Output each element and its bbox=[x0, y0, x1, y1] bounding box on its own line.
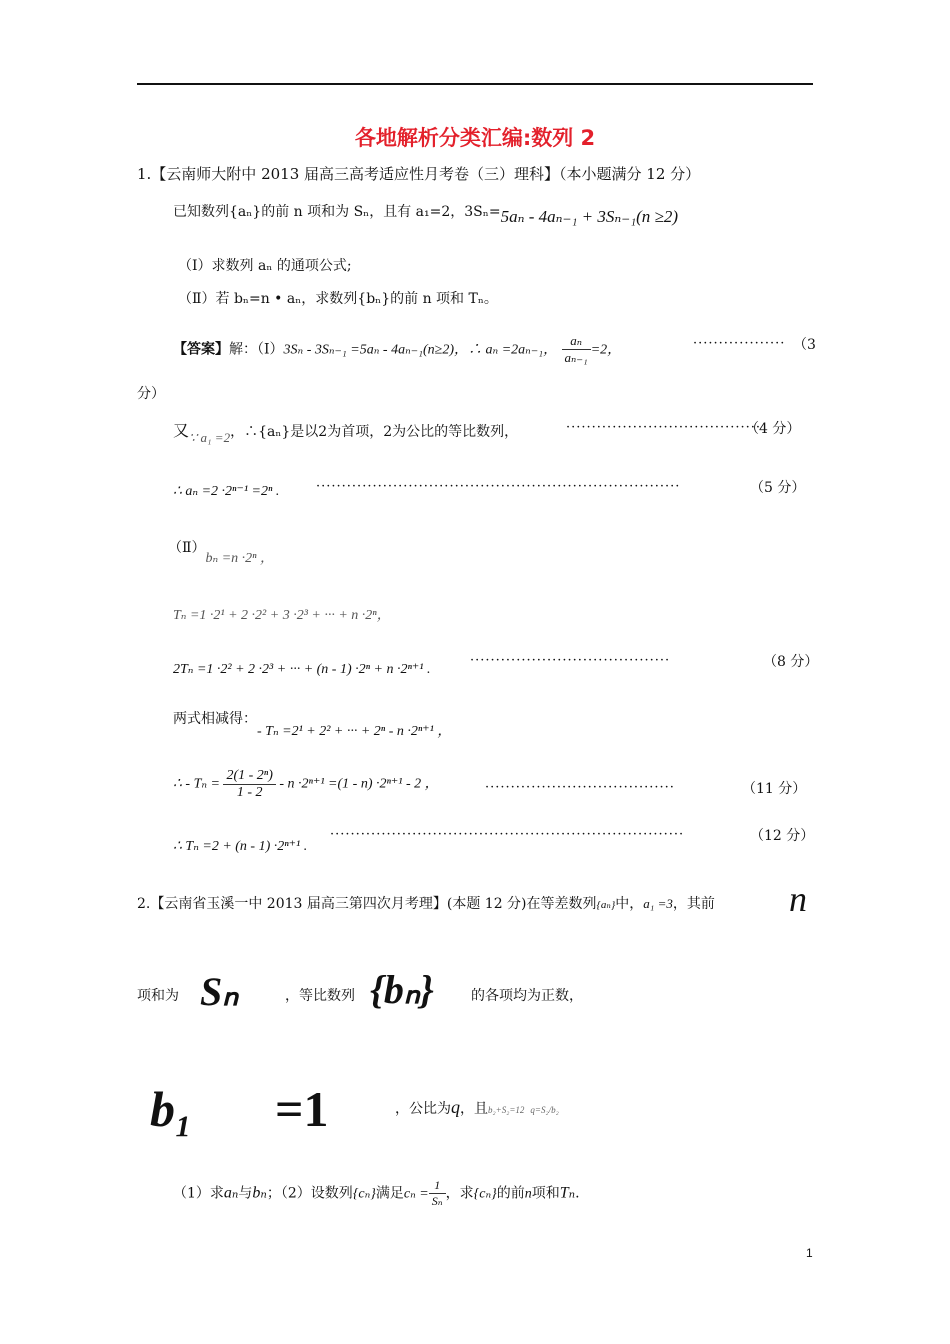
l11-suffix: - n ·2ⁿ⁺¹ =(1 - n) ·2ⁿ⁺¹ - 2 ， bbox=[279, 776, 439, 792]
score-5-dots: ······································································· bbox=[316, 479, 681, 494]
page-title: 各地解析分类汇编:数列 2 bbox=[354, 126, 596, 150]
l11-numerator: 2(1 - 2ⁿ) bbox=[223, 768, 275, 785]
p2-line4-c: ；（2）设数列 bbox=[266, 1185, 353, 1202]
score-3-dots: ·················· bbox=[693, 336, 786, 351]
score-5: （5 分） bbox=[750, 480, 806, 496]
answer-formula: 3Sₙ - 3Sₙ₋₁ =5aₙ - 4aₙ₋₁(n≥2)，∴ aₙ =2aₙ₋₁， bbox=[283, 342, 558, 358]
problem-1-given bbox=[173, 201, 679, 226]
p2-cond1: b₂+S₂=12 bbox=[488, 1105, 525, 1115]
p2-cn-eq: cₙ = bbox=[403, 1186, 429, 1202]
p2-cn-fraction bbox=[429, 1178, 446, 1209]
score-12: （12 分） bbox=[750, 828, 815, 844]
p2-line4-b: 与 bbox=[238, 1185, 253, 1202]
part-2 bbox=[168, 537, 275, 566]
tn-line: Tₙ =1 ·2¹ + 2 ·2² + 3 ·2³ + ··· + n ·2ⁿ， bbox=[173, 608, 391, 623]
p2-cn-set-2: {cₙ} bbox=[473, 1186, 497, 1202]
top-rule bbox=[137, 83, 813, 85]
l11-denominator: 1 - 2 bbox=[236, 785, 263, 800]
p2-line-2-c: 的各项均为正数， bbox=[471, 988, 583, 1004]
p2-n-small: n bbox=[524, 1186, 532, 1202]
p2-cn-set: {cₙ} bbox=[352, 1186, 376, 1202]
p2-eq1: =1 bbox=[275, 1081, 329, 1137]
score-11-dots: ····································· bbox=[485, 780, 675, 795]
score-4-dots: ······································ bbox=[566, 420, 762, 435]
page-number: 1 bbox=[806, 1246, 813, 1260]
fraction-numerator: aₙ bbox=[562, 333, 591, 350]
p2-line-2-a: 项和为 bbox=[137, 988, 179, 1004]
answer-label: 【答案】 bbox=[173, 341, 229, 358]
p2-line4-d: 满足 bbox=[375, 1185, 404, 1202]
score-3-close: 分） bbox=[137, 386, 165, 402]
p2-line4-e: ，求 bbox=[445, 1185, 474, 1202]
p2-b1: b₁ bbox=[150, 1081, 193, 1137]
l11-fraction bbox=[223, 768, 275, 801]
you-text: ，∴{aₙ}是以2为首项，2为公比的等比数列， bbox=[230, 424, 519, 440]
problem-1-header: 1.【云南师大附中 2013 届高三高考适应性月考卷（三）理科】（本小题满分 12 分） bbox=[137, 165, 701, 183]
p2-bn: bₙ bbox=[252, 1184, 267, 1202]
p2-line-3 bbox=[395, 1097, 559, 1118]
subtract-label: 两式相减得： bbox=[173, 711, 257, 727]
p2-line-2-b: ，等比数列 bbox=[285, 988, 355, 1004]
line-an-result: ∴ aₙ =2 ·2ⁿ⁻¹ =2ⁿ . bbox=[173, 484, 280, 499]
score-4: （4 分） bbox=[745, 421, 801, 437]
p2-line3-b: ，且 bbox=[460, 1101, 488, 1117]
fraction-denominator: aₙ₋₁ bbox=[564, 350, 588, 365]
question-2: （Ⅱ）若 bₙ=n • aₙ，求数列{bₙ}的前 n 项和 Tₙ。 bbox=[178, 291, 498, 307]
score-3-open: （3 bbox=[793, 337, 816, 353]
answer-fraction bbox=[562, 333, 591, 366]
subtract-math: - Tₙ =2¹ + 2² + ··· + 2ⁿ - n ·2ⁿ⁺¹ ， bbox=[257, 724, 452, 739]
p2-cond2: q=S₂/b₂ bbox=[530, 1105, 559, 1115]
question-1: （I）求数列 aₙ 的通项公式; bbox=[178, 258, 352, 274]
line-11 bbox=[173, 768, 439, 801]
p2-Sn: Sₙ bbox=[200, 969, 239, 1014]
you-label: 又 bbox=[173, 421, 190, 440]
p2-line4-a: （1）求 bbox=[173, 1185, 224, 1202]
p2-seq-a: {aₙ} bbox=[596, 899, 616, 911]
score-8: （8 分） bbox=[763, 654, 819, 670]
line-you bbox=[173, 418, 519, 445]
you-math: ∵ a₁ =2 bbox=[189, 430, 231, 445]
p2-cn-den: Sₙ bbox=[431, 1194, 443, 1208]
subtract-line bbox=[173, 708, 452, 739]
given-formula: 5aₙ - 4aₙ₋₁ + 3Sₙ₋₁(n ≥2) bbox=[500, 207, 679, 226]
p2-line4-g: 项和 bbox=[531, 1185, 560, 1202]
problem-2-header bbox=[137, 893, 715, 913]
p2-mid: 中， bbox=[615, 896, 644, 912]
given-text: 已知数列{aₙ}的前 n 项和为 Sₙ，且有 a₁=2，3Sₙ= bbox=[173, 204, 501, 220]
answer-prefix: 解：（Ⅰ） bbox=[229, 341, 284, 358]
fraction-tail: =2， bbox=[590, 342, 622, 358]
tn2-line: 2Tₙ =1 ·2² + 2 ·2³ + ··· + (n - 1) ·2ⁿ + n ·2ⁿ⁺¹ . bbox=[173, 662, 431, 677]
p2-line-4 bbox=[173, 1178, 580, 1209]
score-12-dots: ····································································· bbox=[330, 827, 685, 842]
line-12: ∴ Tₙ =2 + (n - 1) ·2ⁿ⁺¹ . bbox=[173, 839, 308, 854]
p2-cn-num: 1 bbox=[429, 1178, 446, 1194]
p2-header-text: 2.【云南省玉溪一中 2013 届高三第四次月考理】(本题 12 分)在等差数列 bbox=[137, 896, 597, 912]
score-11: （11 分） bbox=[742, 781, 807, 797]
p2-tail: ，其前 bbox=[672, 896, 715, 912]
l11-prefix: ∴ - Tₙ = bbox=[173, 776, 220, 792]
p2-n-big: n bbox=[789, 879, 807, 919]
p2-line3-a: ，公比为 bbox=[395, 1101, 451, 1117]
p2-Tn: Tₙ bbox=[559, 1184, 576, 1202]
part-2-math: bₙ =n ·2ⁿ ， bbox=[205, 551, 275, 566]
p2-an: aₙ bbox=[223, 1184, 239, 1202]
p2-line4-f: 的前 bbox=[496, 1185, 525, 1202]
part-2-label: （Ⅱ） bbox=[168, 540, 206, 556]
p2-line4-h: . bbox=[575, 1185, 580, 1202]
p2-q: q bbox=[451, 1097, 460, 1117]
p2-a1-eq: a₁ =3 bbox=[643, 896, 673, 911]
score-8-dots: ······································· bbox=[470, 653, 671, 668]
p2-bn-brace: {bₙ} bbox=[370, 967, 434, 1012]
answer-line-1 bbox=[173, 333, 621, 366]
